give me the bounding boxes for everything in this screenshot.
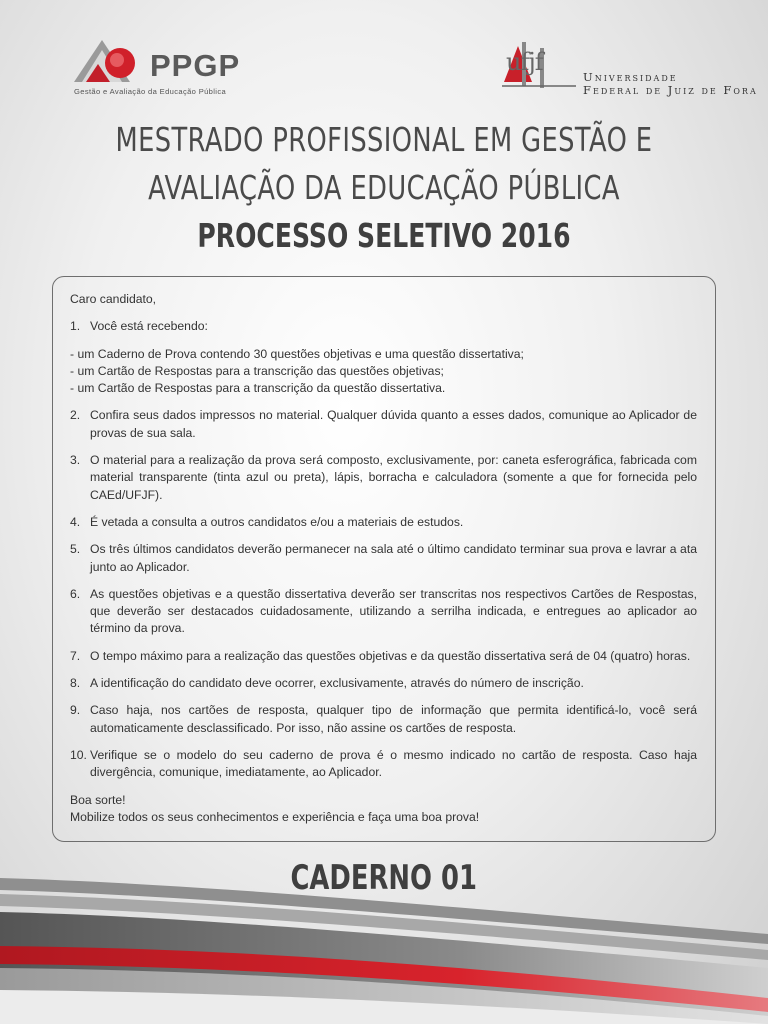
ufjf-federal-label: Federal de Juiz de Fora: [583, 83, 758, 97]
list-item: [70, 648, 697, 665]
item-text: Caso haja, nos cartões de resposta, qualquer tipo de informação que permita identificá-lo, você será automaticamente desclassificado. Por isso, não assine os cartões de resposta.: [90, 703, 697, 735]
list-item: [70, 407, 697, 442]
ufjf-word: ufjf: [506, 48, 543, 76]
ppgp-subtitle: Gestão e Avaliação da Educação Pública: [74, 87, 227, 96]
title-line-2: AVALIAÇÃO DA EDUCAÇÃO PÚBLICA: [148, 168, 620, 207]
list-item: [70, 452, 697, 504]
item-number: 6.: [70, 586, 81, 601]
booklet-number: CADERNO 01: [290, 858, 478, 898]
item-text: Você está recebendo:: [90, 319, 208, 334]
list-item: [70, 586, 697, 638]
item-number: 5.: [70, 542, 81, 557]
ppgp-logo: [72, 36, 262, 100]
item-text: O tempo máximo para a realização das questões objetivas e da questão dissertativa será de 04 (quatro) horas.: [90, 648, 691, 663]
item-number: 8.: [70, 676, 81, 691]
received-item: - um Cartão de Respostas para a transcrição das questões objetivas;: [70, 363, 444, 378]
item-number: 1.: [70, 319, 81, 334]
item-number: 10.: [70, 747, 87, 762]
received-item: - um Cartão de Respostas para a transcrição da questão dissertativa.: [70, 381, 446, 396]
item-number: 9.: [70, 703, 81, 718]
ufjf-university-label: Universidade: [583, 70, 678, 84]
booklet-label: [0, 858, 768, 898]
closing-good-luck: Boa sorte!: [70, 792, 126, 807]
title-process: PROCESSO SELETIVO 2016: [197, 216, 571, 255]
ppgp-logo-icon: [72, 36, 148, 86]
list-item: [70, 747, 697, 782]
item-number: 7.: [70, 648, 81, 663]
list-item: [70, 675, 697, 692]
item-number: 4.: [70, 514, 81, 529]
title-line-1: MESTRADO PROFISSIONAL EM GESTÃO E: [115, 120, 653, 159]
received-item: - um Caderno de Prova contendo 30 questões objetivas e uma questão dissertativa;: [70, 346, 524, 361]
instructions-box: [52, 276, 716, 842]
item-text: Verifique se o modelo do seu caderno de prova é o mesmo indicado no cartão de resposta. Caso haja divergência, comunique, imediatamente, ao Aplicador.: [90, 747, 697, 780]
item-text: É vetada a consulta a outros candidatos e/ou a materiais de estudos.: [90, 514, 464, 529]
item-text: Confira seus dados impressos no material. Qualquer dúvida quanto a esses dados, comunique ao Aplicador de provas de sua sala.: [90, 408, 697, 440]
item-text: O material para a realização da prova será composto, exclusivamente, por: caneta esferográfica, fabricada com material transparente (tinta azul ou preta), lápis, borracha e calculadora (somente a que for fornecida pelo CAEd/UFJF).: [90, 453, 697, 502]
item-number: 2.: [70, 408, 81, 423]
ufjf-logo: [502, 42, 758, 98]
list-item: [70, 514, 697, 531]
list-item: [70, 541, 697, 576]
item-text: As questões objetivas e a questão dissertativa deverão ser transcritas nos respectivos Cartões de Respostas, que deverão ser destacados cuidadosamente, utilizando a serrilha indicada, e entregues ao aplicador ao término da prova.: [90, 586, 697, 636]
ppgp-name: PPGP: [150, 48, 241, 83]
item-number: 3.: [70, 453, 81, 468]
closing-message: Mobilize todos os seus conhecimentos e experiência e faça uma boa prova!: [70, 809, 480, 824]
page-title: [0, 116, 768, 260]
item-text: A identificação do candidato deve ocorrer, exclusivamente, através do número de inscrição.: [90, 676, 584, 691]
list-item: [70, 318, 697, 335]
item-text: Os três últimos candidatos deverão permanecer na sala até o último candidato terminar sua prova e lavrar a ata junto ao Aplicador.: [90, 542, 697, 574]
greeting: Caro candidato,: [70, 292, 157, 306]
list-item: [70, 702, 697, 737]
